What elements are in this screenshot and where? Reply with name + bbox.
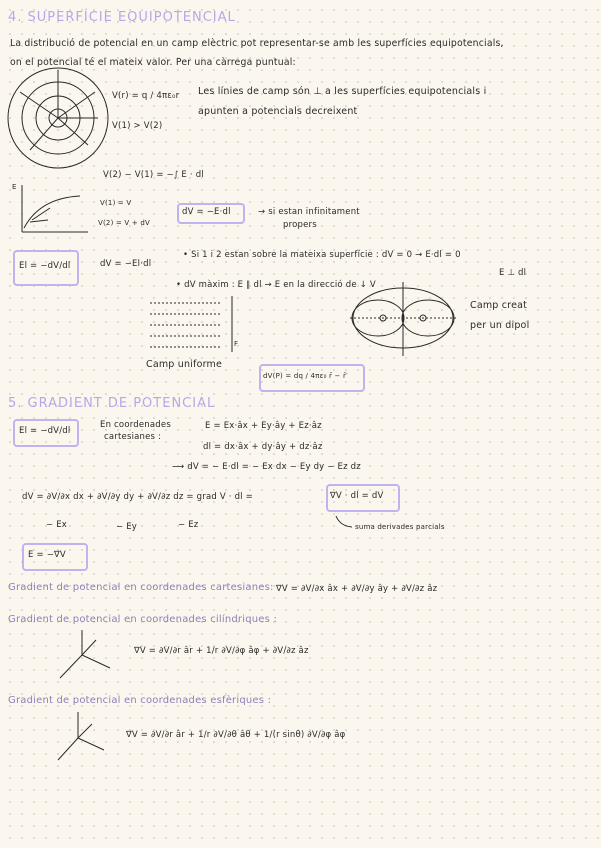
integral-formula: V(2) − V(1) = −∫ E · dl [103,170,204,180]
minus-ez: − Ez [178,520,199,530]
sph-formula: ∇V = ∂V/∂r âr + 1/r ∂V/∂θ âθ + 1/(r sinθ) ∂V/∂φ âφ [126,730,346,740]
field-curve-diagram [22,185,88,232]
f-label: F [234,340,239,348]
el-box-2-text: El = −dV/dl [19,426,71,436]
cylindrical-axes [60,630,110,678]
cart-label-2: cartesianes : [104,432,162,442]
uniform-label: Camp uniforme [146,359,223,370]
dv-note-1: → si estan infinitament [258,207,360,217]
sum-note-arrow [336,516,352,527]
intro-line2: on el potencial té el mateix valor. Per una càrrega puntual: [10,57,296,68]
dv-box-text: dV = −E·dl [182,207,231,217]
dv-eq: dV = −El·dl [100,259,152,269]
dipole-box-text: dV(P) = dq / 4πε₀ r̄ − r̄′ [263,372,348,380]
equipotential-circles [8,68,108,168]
cyl-formula: ∇V = ∂V/∂r âr + 1/r ∂V/∂φ âφ + ∂V/∂z âz [134,646,309,656]
dipole-diagram [350,282,456,356]
grad-box-text: ∇V · dl = dV [330,491,384,501]
v1-label: V(1) = V [100,199,132,207]
note-lines-1: Les línies de camp són ⊥ a les superfícies equipotencials i [198,86,487,97]
uniform-field-lines [150,296,232,352]
minus-ey: − Ey [116,522,138,532]
cart-title: Gradient de potencial en coordenades cartesianes: [8,582,274,593]
cart-label-1: En coordenades [100,420,171,430]
v2-label: V(2) = V + dV [98,219,150,227]
minus-ex: − Ex [46,520,68,530]
bullet-1: • Si 1 i 2 estan sobre la mateixa superfície : dV = 0 → E·dl = 0 [183,250,461,260]
intro-line1: La distribució de potencial en un camp elèctric pot representar-se amb les superfícies equipotencials, [10,38,504,49]
ineq-v: V(1) > V(2) [112,121,163,131]
section5-title: 5. GRADIENT DE POTENCIAL [8,396,216,411]
formula-v-r: V(r) = q / 4πε₀r [112,91,180,101]
note-lines-2: apunten a potencials decreixent [198,106,358,117]
sph-title: Gradient de potencial en coordenades esfèriques : [8,695,272,706]
section4-title: 4. SUPERFÍCIE EQUIPOTENCIAL [8,10,236,25]
dl-components: dl = dx·âx + dy·ây + dz·âz [203,442,323,452]
el-box-text: El = −dV/dl [19,261,71,271]
cyl-title: Gradient de potencial en coordenades cilíndriques : [8,614,278,625]
e-axis-label: E [12,183,17,191]
dv-components: ⟶ dV = − E·dl = − Ex dx − Ey dy − Ez dz [172,462,361,472]
bullet-2: • dV màxim : E ∥ dl → E en la direcció de ↓ V [176,280,376,290]
sum-note: suma derivades parcials [355,523,445,531]
dv-partial: dV = ∂V/∂x dx + ∂V/∂y dy + ∂V/∂z dz = grad V · dl = [22,492,253,502]
cart-formula: ∇V = ∂V/∂x âx + ∂V/∂y ây + ∂V/∂z âz [276,584,438,594]
e-grad-box-text: E = −∇V [28,550,66,560]
dipole-label-2: per un dipol [470,320,530,331]
e-components: E = Ex·âx + Ey·ây + Ez·âz [205,421,322,431]
dipole-label-1: Camp creat [470,300,528,311]
bullet-1b: E ⊥ dl [499,268,527,278]
dv-note-2: propers [283,220,317,230]
spherical-axes [58,712,104,760]
